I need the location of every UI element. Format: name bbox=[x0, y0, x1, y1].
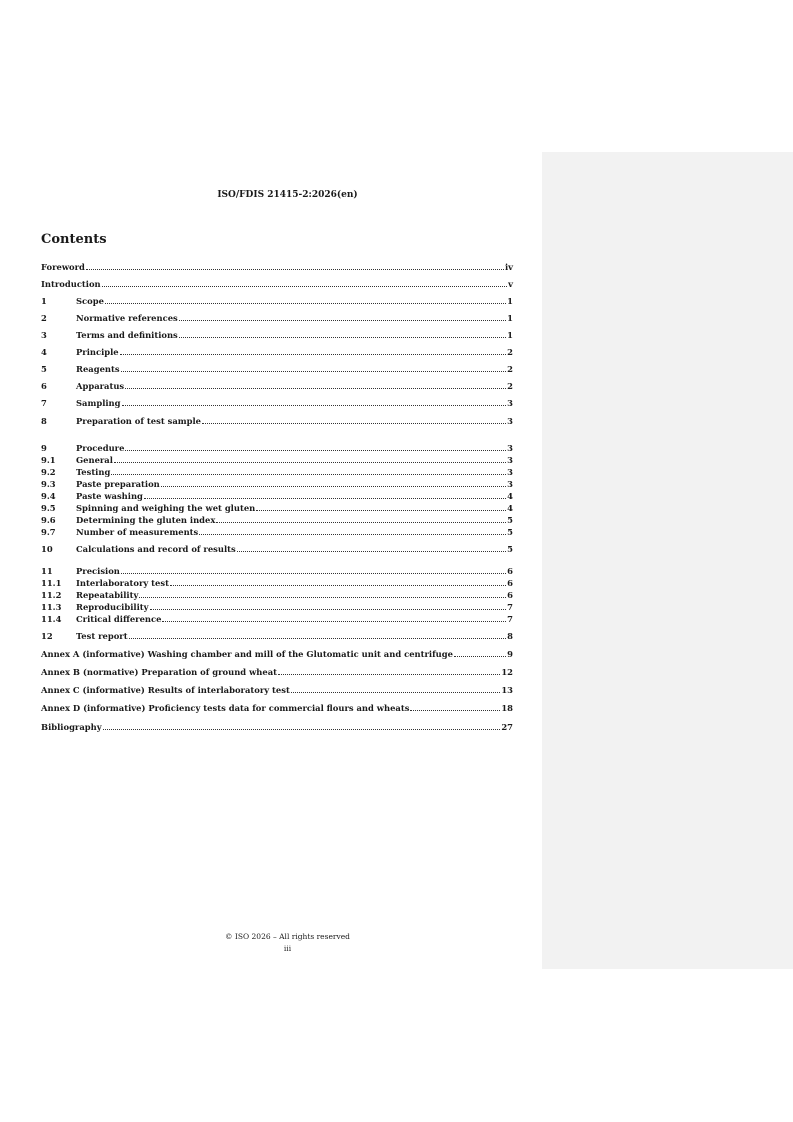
footer-page-number: iii bbox=[283, 944, 292, 953]
toc-entry-number: 9.2 bbox=[41, 467, 56, 477]
toc-entry-page: 3 bbox=[507, 443, 513, 453]
toc-entry-title: Repeatability bbox=[76, 590, 139, 600]
toc-entry-title: Reproducibility bbox=[76, 602, 149, 612]
toc-entry-page: 6 bbox=[507, 566, 513, 576]
toc-leader-dots bbox=[161, 486, 506, 487]
toc-entry[interactable] bbox=[41, 311, 513, 323]
toc-entry-title: Sampling bbox=[76, 398, 121, 408]
toc-entry-page: 3 bbox=[507, 455, 513, 465]
toc-leader-dots bbox=[216, 522, 506, 523]
toc-entry-page: 12 bbox=[501, 667, 513, 677]
toc-entry-title: Annex D (informative) Proficiency tests data for commercial flours and wheats bbox=[41, 703, 410, 713]
toc-entry-page: 6 bbox=[507, 590, 513, 600]
toc-entry[interactable] bbox=[41, 600, 513, 612]
toc-entry[interactable] bbox=[41, 396, 513, 408]
toc-entry-page: 1 bbox=[507, 313, 513, 323]
toc-entry-number: 4 bbox=[41, 347, 47, 357]
toc-entry-title: Annex B (normative) Preparation of ground wheat bbox=[41, 667, 278, 677]
toc-entry[interactable] bbox=[41, 277, 513, 289]
toc-leader-dots bbox=[144, 498, 506, 499]
toc-leader-dots bbox=[125, 388, 506, 389]
toc-entry-page: 5 bbox=[507, 515, 513, 525]
toc-leader-dots bbox=[105, 303, 506, 304]
toc-entry-title: Terms and definitions bbox=[76, 330, 178, 340]
toc-entry[interactable] bbox=[41, 362, 513, 374]
toc-entry[interactable] bbox=[41, 629, 513, 641]
comment-panel bbox=[542, 152, 793, 969]
toc-entry-number: 10 bbox=[41, 544, 53, 554]
toc-entry-title: Principle bbox=[76, 347, 119, 357]
toc-entry-page: 7 bbox=[507, 614, 513, 624]
toc-entry-title: Normative references bbox=[76, 313, 178, 323]
toc-entry-title: Testing bbox=[76, 467, 111, 477]
toc-entry[interactable] bbox=[41, 564, 513, 576]
toc-entry-title: Reagents bbox=[76, 364, 120, 374]
toc-entry[interactable] bbox=[41, 453, 513, 465]
toc-leader-dots bbox=[139, 597, 506, 598]
toc-entry[interactable] bbox=[41, 379, 513, 391]
toc-leader-dots bbox=[102, 286, 507, 287]
toc-leader-dots bbox=[454, 656, 506, 657]
toc-entry-page: 3 bbox=[507, 416, 513, 426]
toc-leader-dots bbox=[111, 474, 506, 475]
toc-entry-number: 6 bbox=[41, 381, 47, 391]
toc-entry-page: 3 bbox=[507, 398, 513, 408]
toc-entry[interactable] bbox=[41, 328, 513, 340]
toc-leader-dots bbox=[114, 462, 506, 463]
toc-entry-number: 3 bbox=[41, 330, 47, 340]
toc-entry-page: iv bbox=[504, 262, 513, 272]
toc-entry-title: Calculations and record of results bbox=[76, 544, 236, 554]
toc-entry[interactable] bbox=[41, 441, 513, 453]
toc-entry-page: v bbox=[508, 279, 513, 289]
toc-entry[interactable] bbox=[41, 647, 513, 659]
toc-entry[interactable] bbox=[41, 294, 513, 306]
toc-entry-title: Precision bbox=[76, 566, 120, 576]
toc-entry[interactable] bbox=[41, 260, 513, 272]
toc-leader-dots bbox=[120, 354, 507, 355]
toc-leader-dots bbox=[121, 573, 506, 574]
toc-leader-dots bbox=[278, 674, 500, 675]
toc-entry-number: 9.1 bbox=[41, 455, 56, 465]
toc-entry-number: 9.6 bbox=[41, 515, 56, 525]
toc-leader-dots bbox=[199, 534, 506, 535]
toc-entry-title: Introduction bbox=[41, 279, 101, 289]
toc-entry-number: 9 bbox=[41, 443, 47, 453]
toc-entry-number: 12 bbox=[41, 631, 53, 641]
toc-entry-number: 9.3 bbox=[41, 479, 56, 489]
toc-entry-number: 7 bbox=[41, 398, 47, 408]
toc-leader-dots bbox=[162, 621, 506, 622]
footer-copyright: © ISO 2026 – All rights reserved bbox=[225, 932, 350, 941]
toc-entry[interactable] bbox=[41, 465, 513, 477]
toc-leader-dots bbox=[150, 609, 507, 610]
toc-entry-title: Preparation of test sample bbox=[76, 416, 201, 426]
toc-entry-number: 9.4 bbox=[41, 491, 56, 501]
toc-entry-number: 8 bbox=[41, 416, 47, 426]
toc-entry-page: 2 bbox=[507, 347, 513, 357]
toc-entry-page: 2 bbox=[507, 381, 513, 391]
document-id: ISO/FDIS 21415-2:2026(en) bbox=[217, 190, 358, 200]
toc-entry-number: 11.4 bbox=[41, 614, 62, 624]
toc-entry-page: 7 bbox=[507, 602, 513, 612]
toc-leader-dots bbox=[179, 337, 506, 338]
toc-entry-number: 9.5 bbox=[41, 503, 56, 513]
toc-leader-dots bbox=[86, 269, 504, 270]
toc-entry[interactable] bbox=[41, 489, 513, 501]
toc-entry[interactable] bbox=[41, 576, 513, 588]
toc-leader-dots bbox=[256, 510, 506, 511]
toc-entry-page: 3 bbox=[507, 467, 513, 477]
toc-leader-dots bbox=[103, 729, 501, 730]
toc-leader-dots bbox=[179, 320, 506, 321]
toc-entry-page: 5 bbox=[507, 527, 513, 537]
toc-entry-title: Test report bbox=[76, 631, 128, 641]
toc-entry-title: Annex A (informative) Washing chamber and mill of the Glutomatic unit and centrifuge bbox=[41, 649, 453, 659]
toc-entry-number: 1 bbox=[41, 296, 47, 306]
toc-entry[interactable] bbox=[41, 588, 513, 600]
toc-entry-number: 2 bbox=[41, 313, 47, 323]
toc-entry-title: Procedure bbox=[76, 443, 125, 453]
toc-entry-page: 13 bbox=[501, 685, 513, 695]
toc-entry-title: Spinning and weighing the wet gluten bbox=[76, 503, 256, 513]
toc-entry-page: 9 bbox=[507, 649, 513, 659]
toc-entry[interactable] bbox=[41, 501, 513, 513]
toc-entry[interactable] bbox=[41, 513, 513, 525]
toc-entry-title: Number of measurements bbox=[76, 527, 199, 537]
toc-entry-title: Annex C (informative) Results of interlaboratory test bbox=[41, 685, 290, 695]
toc-leader-dots bbox=[122, 405, 507, 406]
toc-entry-title: Bibliography bbox=[41, 722, 102, 732]
toc-entry[interactable] bbox=[41, 683, 513, 695]
toc-leader-dots bbox=[129, 638, 507, 639]
toc-entry-page: 27 bbox=[501, 722, 513, 732]
toc-entry-title: General bbox=[76, 455, 113, 465]
toc-leader-dots bbox=[202, 423, 506, 424]
toc-entry-page: 18 bbox=[501, 703, 513, 713]
toc-entry-title: Apparatus bbox=[76, 381, 125, 391]
toc-leader-dots bbox=[121, 371, 507, 372]
toc-entry-number: 11.3 bbox=[41, 602, 62, 612]
toc-leader-dots bbox=[237, 551, 506, 552]
toc-leader-dots bbox=[125, 450, 506, 451]
toc-entry[interactable] bbox=[41, 720, 513, 732]
toc-entry-title: Determining the gluten index bbox=[76, 515, 216, 525]
toc-entry[interactable] bbox=[41, 525, 513, 537]
toc-entry-page: 1 bbox=[507, 296, 513, 306]
toc-entry-number: 5 bbox=[41, 364, 47, 374]
toc-entry-page: 6 bbox=[507, 578, 513, 588]
toc-leader-dots bbox=[410, 710, 500, 711]
toc-entry-page: 5 bbox=[507, 544, 513, 554]
toc-entry-page: 2 bbox=[507, 364, 513, 374]
toc-entry[interactable] bbox=[41, 612, 513, 624]
toc-entry[interactable] bbox=[41, 477, 513, 489]
toc-entry-title: Paste washing bbox=[76, 491, 143, 501]
toc-entry-number: 9.7 bbox=[41, 527, 56, 537]
toc-entry-page: 4 bbox=[507, 503, 513, 513]
toc-entry-title: Critical difference bbox=[76, 614, 162, 624]
contents-heading: Contents bbox=[41, 232, 107, 247]
toc-entry[interactable] bbox=[41, 665, 513, 677]
toc-entry-page: 4 bbox=[507, 491, 513, 501]
toc-entry-page: 1 bbox=[507, 330, 513, 340]
toc-entry-page: 3 bbox=[507, 479, 513, 489]
toc-entry[interactable] bbox=[41, 701, 513, 713]
toc-entry-number: 11 bbox=[41, 566, 53, 576]
toc-entry-title: Paste preparation bbox=[76, 479, 160, 489]
toc-entry[interactable] bbox=[41, 414, 513, 426]
toc-entry[interactable] bbox=[41, 345, 513, 357]
toc-entry-title: Scope bbox=[76, 296, 104, 306]
toc-entry-title: Foreword bbox=[41, 262, 85, 272]
toc-leader-dots bbox=[170, 585, 506, 586]
toc-entry-title: Interlaboratory test bbox=[76, 578, 169, 588]
toc-entry-page: 8 bbox=[507, 631, 513, 641]
toc-entry-number: 11.2 bbox=[41, 590, 62, 600]
toc-leader-dots bbox=[291, 692, 501, 693]
toc-entry[interactable] bbox=[41, 542, 513, 554]
toc-entry-number: 11.1 bbox=[41, 578, 62, 588]
